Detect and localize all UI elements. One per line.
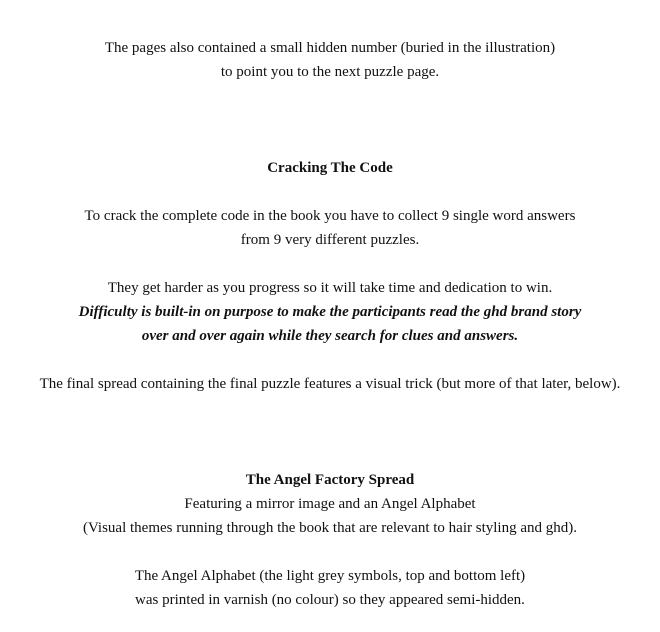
angel-heading: The Angel Factory Spread (245, 472, 415, 488)
cracking-emphasis-line-2: over and over again while they search for clues and answers. (141, 328, 519, 344)
angel-paragraph-line-1: The Angel Alphabet (the light grey symbols, top and bottom left) (134, 568, 526, 584)
intro-text-line-2: to point you to the next puzzle page. (220, 64, 440, 80)
cracking-emphasis-line-1: Difficulty is built-in on purpose to make the participants read the ghd brand story (78, 304, 582, 320)
cracking-paragraph-1-line-2: from 9 very different puzzles. (240, 232, 420, 248)
intro-text-line-1: The pages also contained a small hidden number (buried in the illustration) (104, 40, 556, 56)
angel-subtitle-line-2: (Visual themes running through the book that are relevant to hair styling and ghd). (83, 520, 577, 536)
angel-paragraph-line-2: was printed in varnish (no colour) so they appeared semi-hidden. (135, 592, 525, 608)
cracking-paragraph-1-line-1: To crack the complete code in the book you have to collect 9 single word answers (84, 208, 576, 224)
cracking-paragraph-2-line-1: They get harder as you progress so it will take time and dedication to win. (107, 280, 553, 296)
cracking-heading: Cracking The Code (267, 160, 393, 176)
angel-subtitle-line-1: Featuring a mirror image and an Angel Alphabet (184, 496, 476, 512)
cracking-paragraph-3: The final spread containing the final puzzle features a visual trick (but more of that later, below). (39, 376, 621, 392)
